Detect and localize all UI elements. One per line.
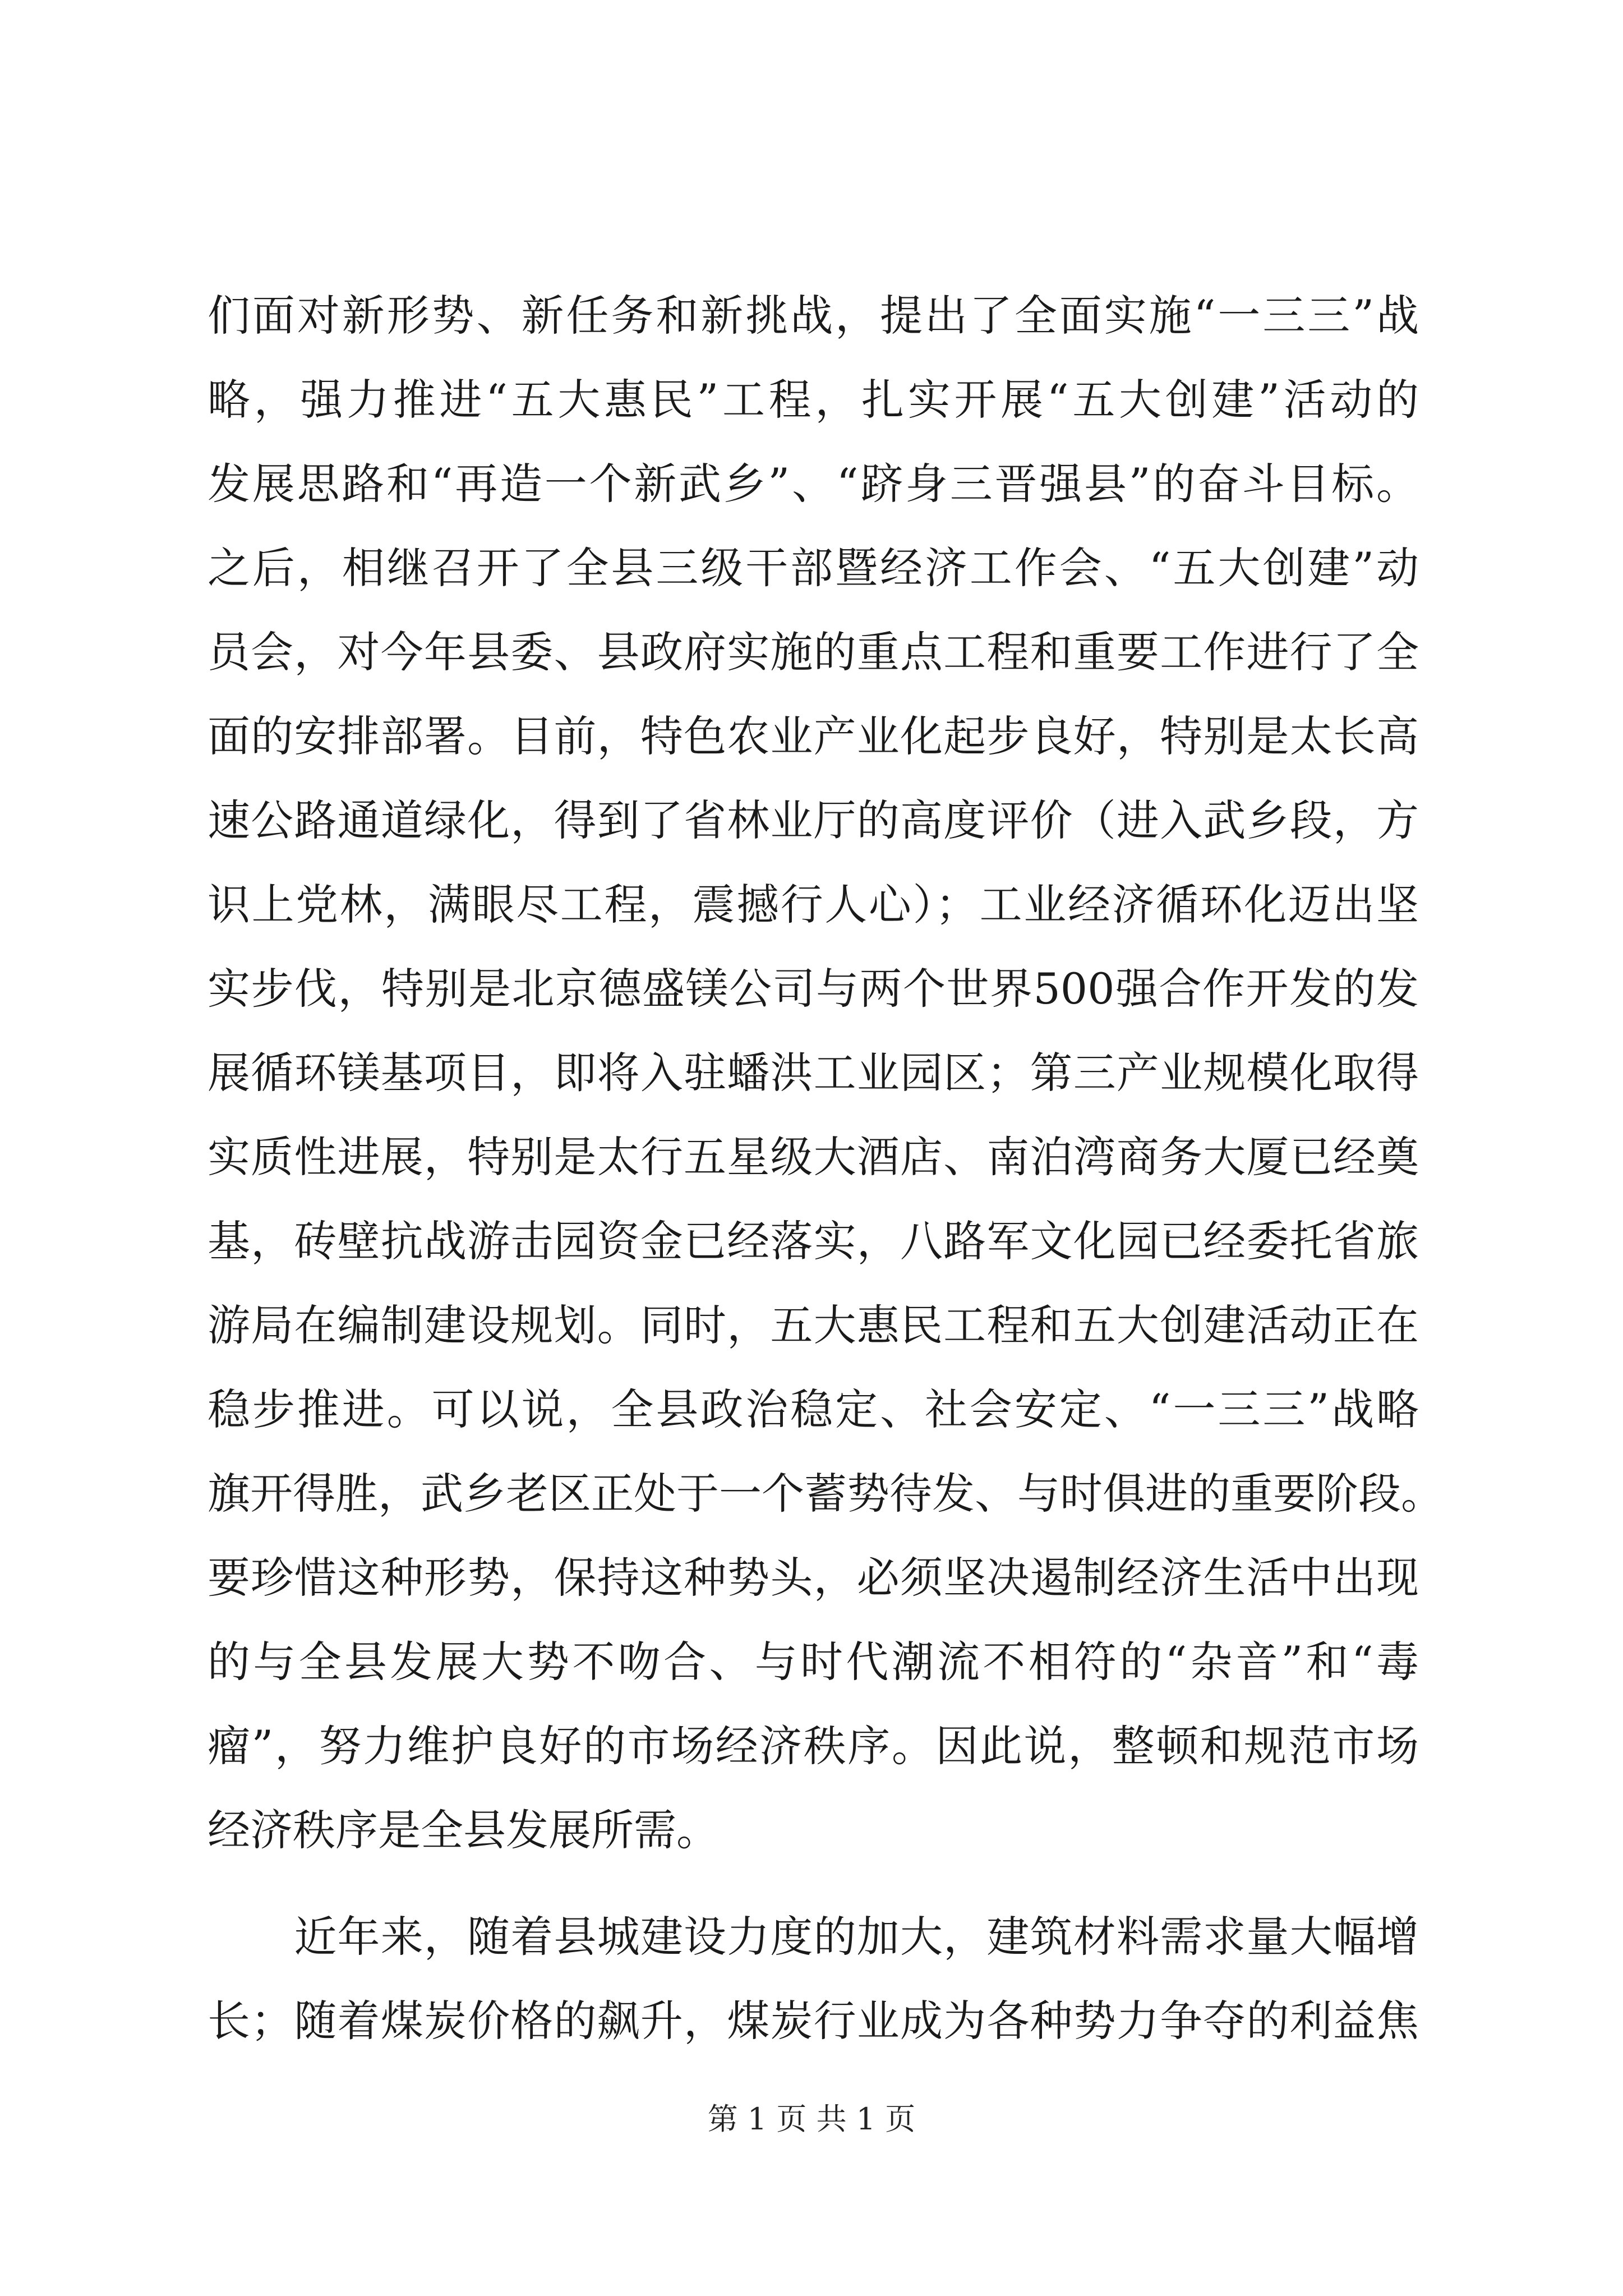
text-line: 经济秩序是全县发展所需。 — [208, 1805, 719, 1855]
text-line: 面的安排部署。目前，特色农业产业化起步良好，特别是太长高 — [208, 711, 1419, 761]
text-line: 之后，相继召开了全县三级干部暨经济工作会、“五大创建”动 — [208, 543, 1419, 593]
text-line: 游局在编制建设规划。同时，五大惠民工程和五大创建活动正在 — [208, 1300, 1419, 1350]
paragraph-gap — [208, 1872, 1419, 1895]
text-line: 旗开得胜，武乡老区正处于一个蓄势待发、与时俱进的重要阶段。 — [208, 1469, 1444, 1519]
text-line: 稳步推进。可以说，全县政治稳定、社会安定、“一三三”战略 — [208, 1384, 1419, 1434]
text-line: 基，砖壁抗战游击园资金已经落实，八路军文化园已经委托省旅 — [208, 1216, 1419, 1266]
text-line: 识上党林，满眼尽工程，震撼行人心）；工业经济循环化迈出坚 — [208, 880, 1419, 930]
page-footer: 第 1 页 共 1 页 — [707, 2101, 916, 2137]
text-line: 们面对新形势、新任务和新挑战，提出了全面实施“一三三”战 — [208, 291, 1419, 341]
text-line: 员会，对今年县委、县政府实施的重点工程和重要工作进行了全 — [208, 627, 1419, 677]
text-line: 实步伐，特别是北京德盛镁公司与两个世界500强合作开发的发 — [208, 964, 1419, 1014]
text-line: 略，强力推进“五大惠民”工程，扎实开展“五大创建”活动的 — [208, 375, 1419, 425]
text-line: 长；随着煤炭价格的飙升，煤炭行业成为各种势力争夺的利益焦 — [208, 1996, 1419, 2046]
text-line: 速公路通道绿化，得到了省林业厅的高度评价（进入武乡段，方 — [208, 795, 1419, 845]
text-line: 的与全县发展大势不吻合、与时代潮流不相符的“杂音”和“毒 — [208, 1637, 1419, 1687]
text-line: 实质性进展，特别是太行五星级大酒店、南泊湾商务大厦已经奠 — [208, 1132, 1419, 1182]
text-line: 展循环镁基项目，即将入驻蟠洪工业园区；第三产业规模化取得 — [208, 1048, 1419, 1098]
text-line: 要珍惜这种形势，保持这种势头，必须坚决遏制经济生活中出现 — [208, 1553, 1419, 1603]
text-line: 近年来，随着县城建设力度的加大，建筑材料需求量大幅增 — [208, 1912, 1419, 1962]
text-line: 发展思路和“再造一个新武乡”、“跻身三晋强县”的奋斗目标。 — [208, 459, 1419, 509]
text-line: 瘤”，努力维护良好的市场经济秩序。因此说，整顿和规范市场 — [208, 1721, 1419, 1771]
body-text — [208, 274, 1444, 2063]
